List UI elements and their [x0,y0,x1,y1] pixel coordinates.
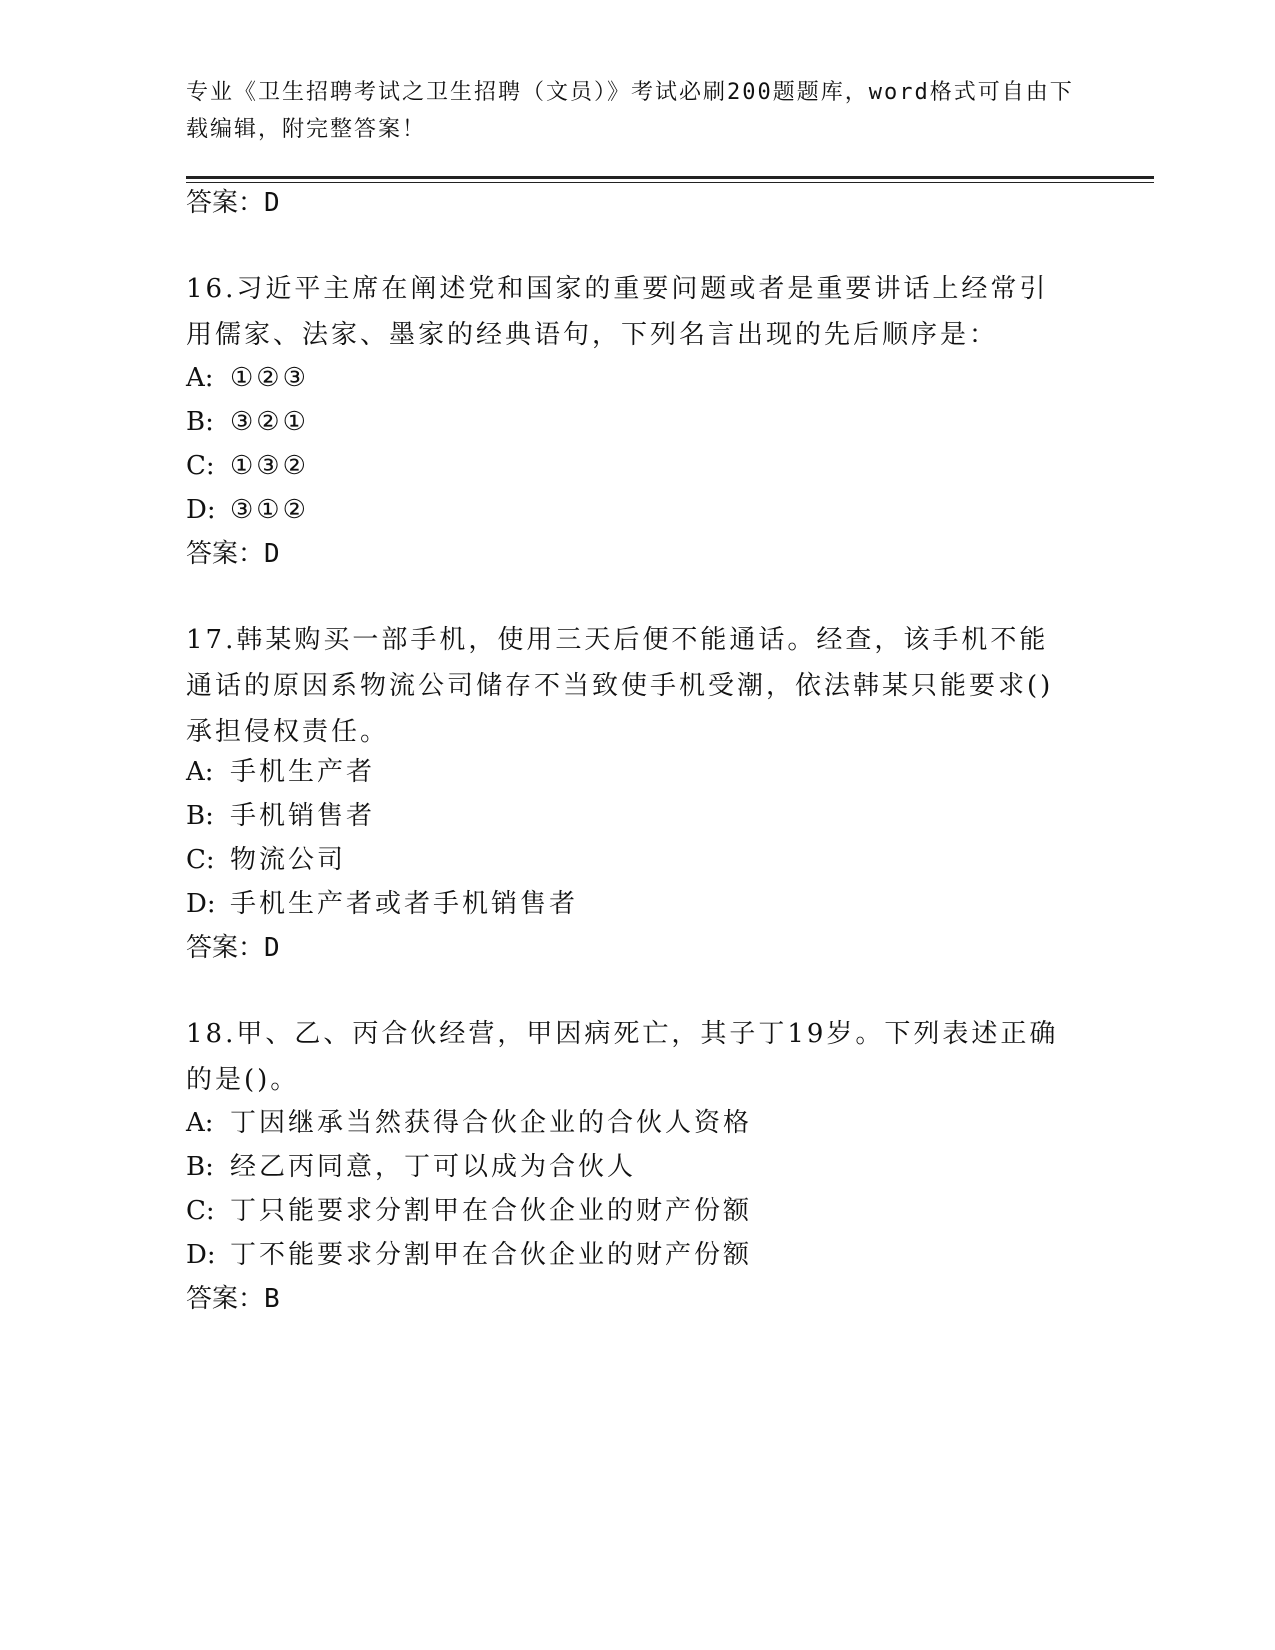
header-divider-thin [186,182,1154,183]
option-key: C: [186,451,215,481]
option-text: 丁只能要求分割甲在合伙企业的财产份额 [230,1196,753,1226]
option-key: B: [186,1152,214,1182]
question-17-option-a [186,755,375,789]
option-key: A: [186,757,214,787]
question-17-option-c [186,843,346,877]
option-key: A: [186,1108,214,1138]
question-18-option-a [186,1106,752,1140]
option-text: 手机销售者 [230,801,376,831]
question-18-option-c [186,1194,752,1228]
answer-label: 答案： [186,188,265,218]
answer-value: D [264,933,280,963]
option-key: B: [186,407,214,437]
option-key: B: [186,801,214,831]
question-16-answer [186,537,280,571]
question-17-option-b [186,799,375,833]
page-header: 专业《卫生招聘考试之卫生招聘（文员）》考试必刷200题题库，word格式可自由下载编辑，附完整答案！ [186,80,1074,142]
question-16-option-b [186,405,309,439]
option-text: ③②① [230,407,309,437]
option-text: ①②③ [230,363,309,393]
option-text: 物流公司 [230,845,347,875]
question-16-option-a [186,361,309,395]
option-key: A: [186,363,214,393]
question-17-option-d [186,887,578,921]
question-18-text: 18.甲、乙、丙合伙经营，甲因病死亡，其子丁19岁。下列表述正确的是()。 [186,1019,1059,1095]
answer-value: B [264,1284,280,1314]
question-18-option-b [186,1150,636,1184]
option-key: D: [186,1240,216,1270]
option-key: D: [186,495,216,525]
question-18-answer [186,1282,280,1316]
option-key: C: [186,845,215,875]
option-text: 丁不能要求分割甲在合伙企业的财产份额 [230,1240,753,1270]
question-17-text: 17.韩某购买一部手机，使用三天后便不能通话。经查，该手机不能通话的原因系物流公司储存不当致使手机受潮，依法韩某只能要求()承担侵权责任。 [186,625,1054,747]
option-text: 手机生产者或者手机销售者 [230,889,579,919]
option-text: ③①② [230,495,309,525]
question-16-option-c [186,449,309,483]
option-text: 丁因继承当然获得合伙企业的合伙人资格 [230,1108,753,1138]
header-divider-thick [186,176,1154,179]
question-17-answer [186,931,280,965]
answer-value: D [264,188,280,218]
option-text: 手机生产者 [230,757,376,787]
answer-label: 答案： [186,933,265,963]
question-16-text: 16.习近平主席在阐述党和国家的重要问题或者是重要讲话上经常引用儒家、法家、墨家的经典语句，下列名言出现的先后顺序是： [186,274,1049,350]
option-key: D: [186,889,216,919]
answer-label: 答案： [186,539,265,569]
question-18-option-d [186,1238,752,1272]
option-key: C: [186,1196,215,1226]
option-text: 经乙丙同意，丁可以成为合伙人 [230,1152,637,1182]
option-text: ①③② [230,451,309,481]
answer-prev [186,186,280,220]
answer-label: 答案： [186,1284,265,1314]
question-16-option-d [186,493,309,527]
answer-value: D [264,539,280,569]
